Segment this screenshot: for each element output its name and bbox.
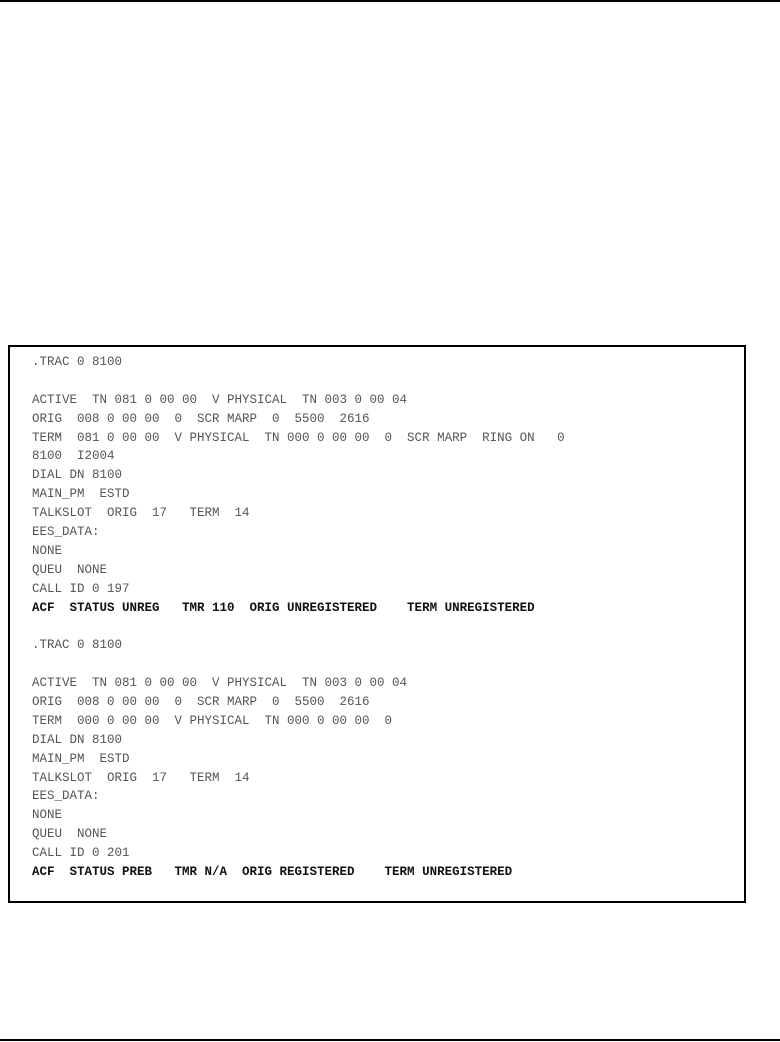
trace-line: ACF STATUS UNREG TMR 110 ORIG UNREGISTERED TERM UNREGISTERED [32, 600, 535, 615]
trace-line: TALKSLOT ORIG 17 TERM 14 [32, 506, 250, 521]
blank-line [32, 617, 565, 636]
trace-line: EES_DATA: [32, 789, 100, 804]
trace-output-box [8, 345, 746, 903]
trace-output-lines [32, 353, 565, 882]
trace-line: ORIG 008 0 00 00 0 SCR MARP 0 5500 2616 [32, 411, 370, 426]
trace-line: DIAL DN 8100 [32, 732, 123, 747]
top-rule [0, 0, 780, 2]
trace-line: EES_DATA: [32, 525, 100, 540]
trace-line: NONE [32, 808, 63, 823]
blank-line [32, 655, 565, 674]
trace-line: NONE [32, 543, 63, 558]
trace-line: 8100 I2004 [32, 449, 115, 464]
bottom-rule [0, 1039, 780, 1041]
trace-line: TALKSLOT ORIG 17 TERM 14 [32, 770, 250, 785]
trace-line: TERM 081 0 00 00 V PHYSICAL TN 000 0 00 00 0 SCR MARP RING ON 0 [32, 430, 565, 445]
trace-line: CALL ID 0 197 [32, 581, 130, 596]
trace-line: ORIG 008 0 00 00 0 SCR MARP 0 5500 2616 [32, 695, 370, 710]
trace-line: ACTIVE TN 081 0 00 00 V PHYSICAL TN 003 0 00 04 [32, 392, 408, 407]
trace-line: QUEU NONE [32, 827, 108, 842]
trace-line: ACTIVE TN 081 0 00 00 V PHYSICAL TN 003 0 00 04 [32, 676, 408, 691]
trace-line: .TRAC 0 8100 [32, 638, 123, 653]
blank-line [32, 372, 565, 391]
trace-line: TERM 000 0 00 00 V PHYSICAL TN 000 0 00 00 0 [32, 713, 393, 728]
trace-line: ACF STATUS PREB TMR N/A ORIG REGISTERED TERM UNREGISTERED [32, 865, 513, 880]
trace-line: DIAL DN 8100 [32, 468, 123, 483]
trace-line: QUEU NONE [32, 562, 108, 577]
trace-line: .TRAC 0 8100 [32, 355, 123, 369]
trace-line: CALL ID 0 201 [32, 846, 130, 861]
trace-line: MAIN_PM ESTD [32, 487, 130, 502]
trace-line: MAIN_PM ESTD [32, 751, 130, 766]
